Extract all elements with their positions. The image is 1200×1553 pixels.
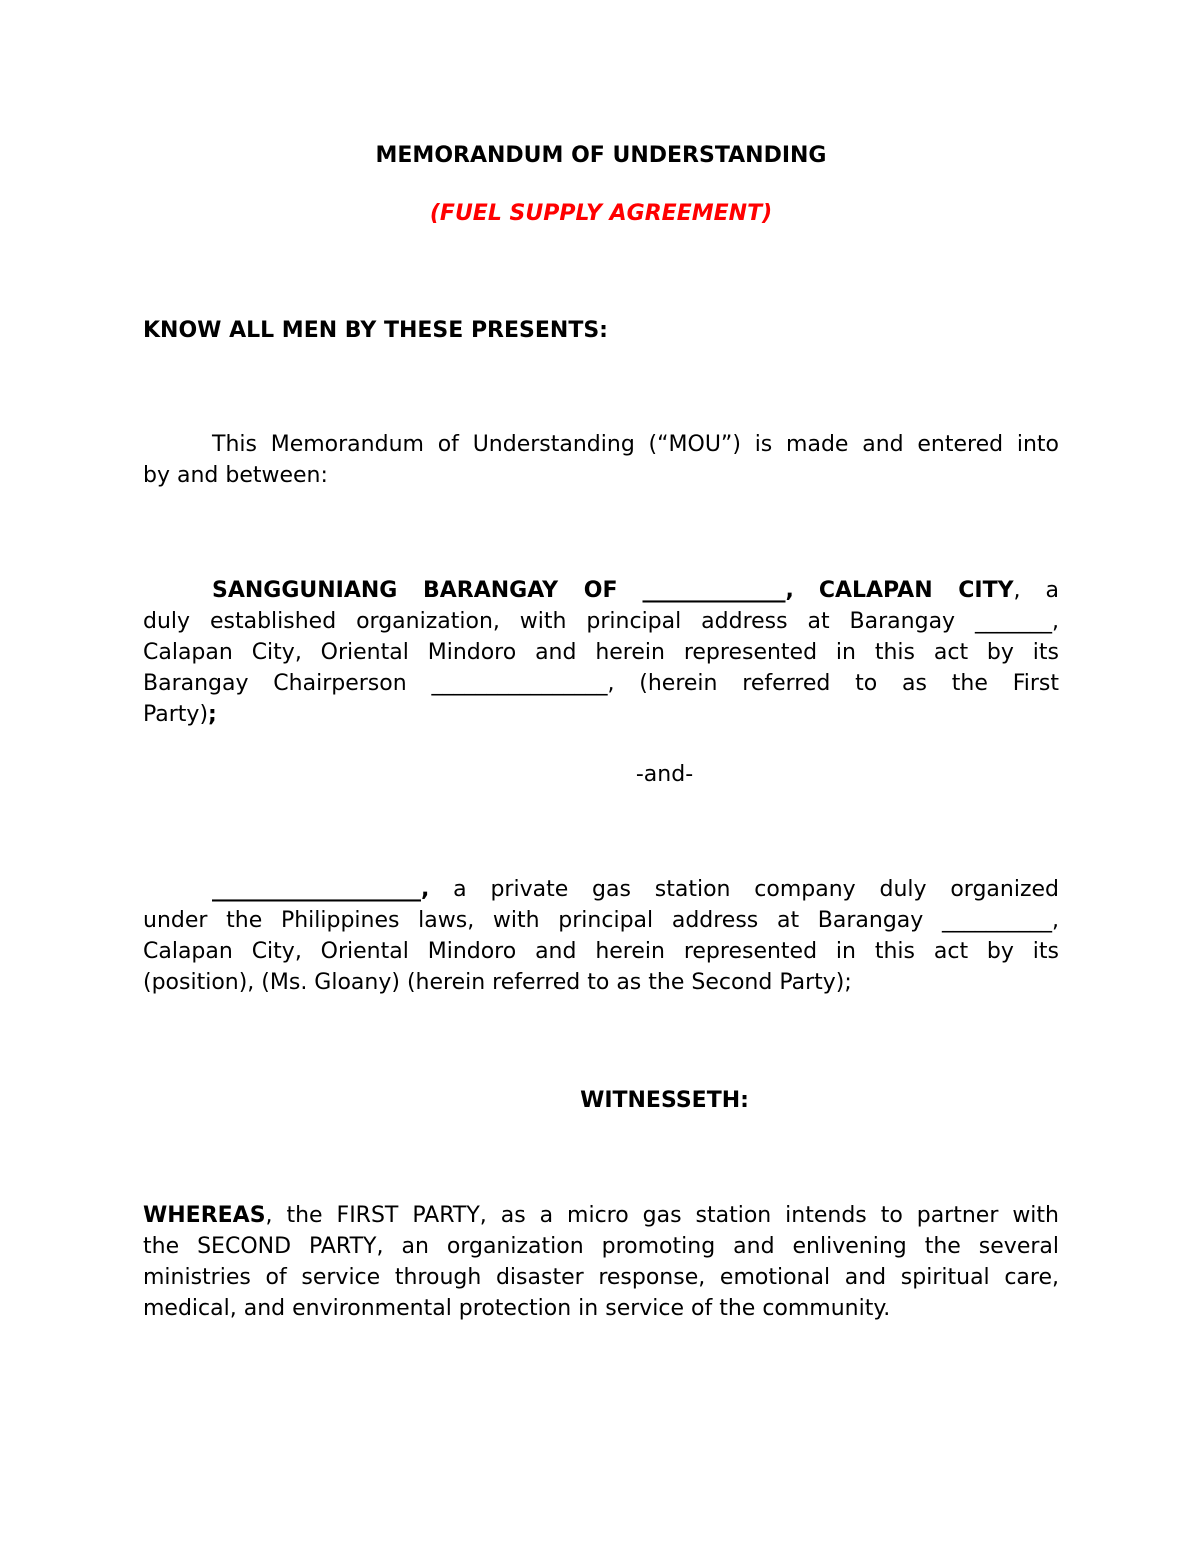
second-party-line-1-tail: a private gas station company duly organized [429,877,1059,902]
second-party-line-4: (position), (Ms. Gloany) (herein referred to as the Second Party); [143,970,852,995]
first-party-blank: _____________, [642,578,794,603]
first-party-line-5-text: Party) [143,702,209,727]
intro-line-1: This Memorandum of Understanding (“MOU”) is made and entered into [212,432,1059,457]
second-party-line-2: under the Philippines laws, with principal address at Barangay __________, [143,908,1059,933]
first-party-line-1 [143,575,1059,606]
document-title: MEMORANDUM OF UNDERSTANDING [375,143,827,168]
intro-line-2: by and between: [143,463,328,488]
first-party-name: SANGGUNIANG BARANGAY OF [212,578,618,603]
document-subtitle: (FUEL SUPPLY AGREEMENT) [429,201,773,226]
second-party-blank: ___________________, [212,877,430,902]
second-party-line-3: Calapan City, Oriental Mindoro and herein represented in this act by its [143,939,1059,964]
second-party-line-1 [143,874,1059,905]
first-party-line-1-tail: , a [1013,578,1059,603]
whereas-line-2: the SECOND PARTY, an organization promoting and enlivening the several [143,1234,1059,1259]
witnesseth-heading: WITNESSETH: [580,1088,749,1113]
whereas-line-1 [143,1200,1059,1231]
first-party-line-2: duly established organization, with principal address at Barangay _______, [143,609,1059,634]
opening-statement: KNOW ALL MEN BY THESE PRESENTS: [143,318,608,343]
whereas-line-3: ministries of service through disaster response, emotional and spiritual care, [143,1265,1059,1290]
whereas-line-1-tail: , the FIRST PARTY, as a micro gas station intends to partner with [265,1203,1059,1228]
first-party-line-5 [143,699,1059,730]
first-party-line-5-semicolon: ; [208,702,217,727]
whereas-line-4: medical, and environmental protection in service of the community. [143,1296,891,1321]
first-party-city: CALAPAN CITY [818,578,1014,603]
whereas-lead: WHEREAS [143,1203,266,1228]
first-party-line-4: Barangay Chairperson ________________, (herein referred to as the First [143,671,1059,696]
and-separator: -and- [635,762,694,787]
first-party-line-3: Calapan City, Oriental Mindoro and herein represented in this act by its [143,640,1059,665]
